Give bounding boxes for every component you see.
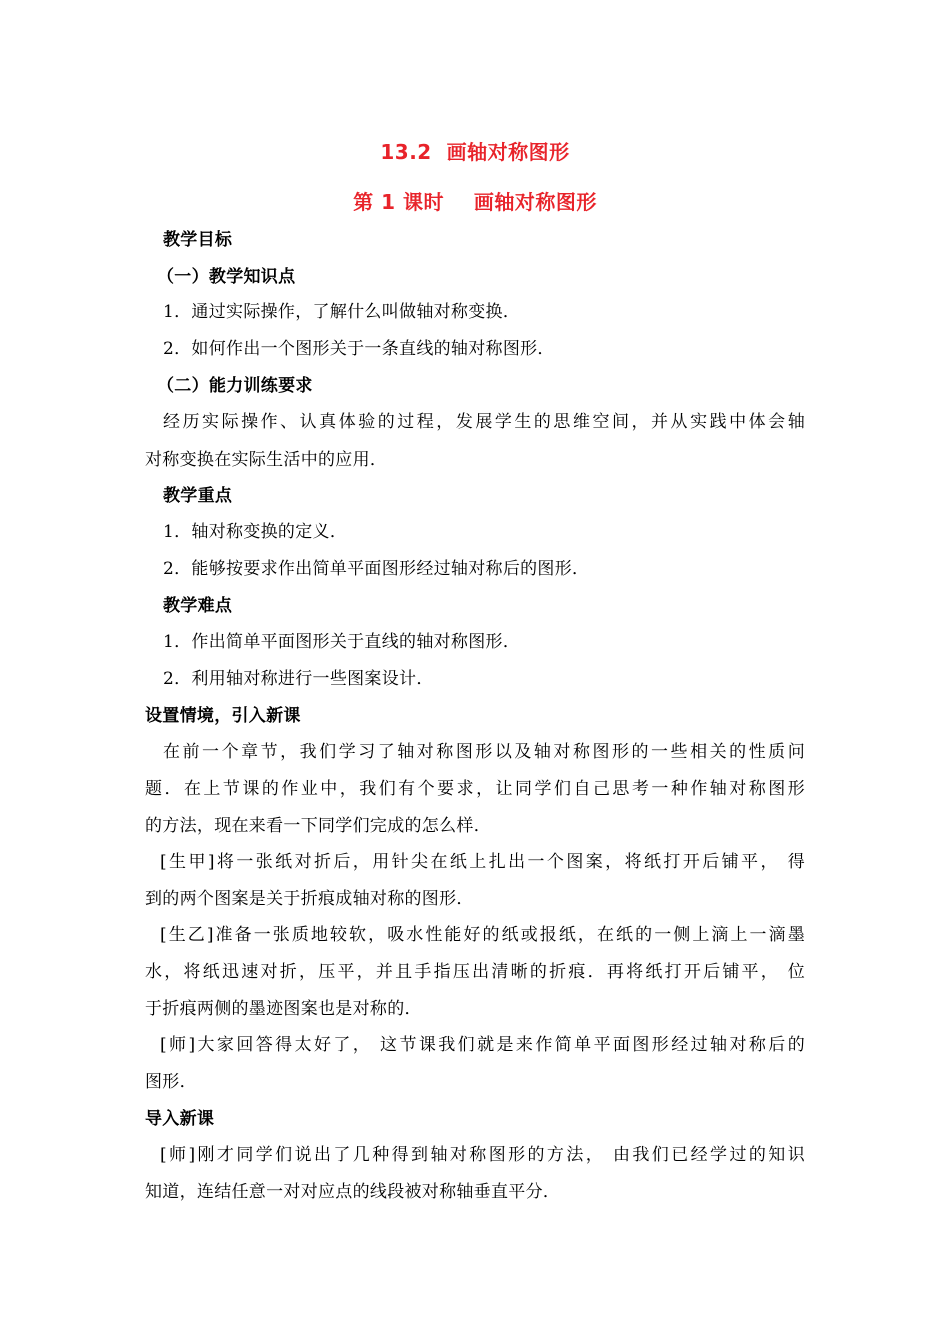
ability-paragraph-line-1: 经历实际操作、认真体验的过程，发展学生的思维空间，并从实践中体会轴 <box>163 412 805 432</box>
intro-paragraph-3-line-1: [生乙]准备一张质地较软，吸水性能好的纸或报纸，在纸的一侧上滴上一滴墨 <box>160 925 805 945</box>
intro-paragraph-1-line-2: 题．在上节课的作业中，我们有个要求，让同学们自己思考一种作轴对称图形 <box>145 779 805 799</box>
lesson-title: 第 1 课时 画轴对称图形 <box>353 190 597 214</box>
ability-heading: （二）能力训练要求 <box>157 376 313 396</box>
intro-paragraph-2-line-2: 到的两个图案是关于折痕成轴对称的图形． <box>145 889 474 909</box>
intro-paragraph-4-line-1: [师]大家回答得太好了， 这节课我们就是来作简单平面图形经过轴对称后的 <box>160 1035 805 1055</box>
document-title: 13.2 画轴对称图形 <box>380 140 570 164</box>
objectives-heading: 教学目标 <box>163 230 233 250</box>
intro-paragraph-2-line-1: [生甲]将一张纸对折后，用针尖在纸上扎出一个图案，将纸打开后铺平， 得 <box>160 852 805 872</box>
intro-heading: 设置情境，引入新课 <box>145 706 301 726</box>
new-lesson-heading: 导入新课 <box>145 1109 215 1129</box>
knowledge-heading: （一）教学知识点 <box>157 267 296 287</box>
difficulty-2: 2．利用轴对称进行一些图案设计． <box>163 669 434 689</box>
intro-paragraph-1-line-3: 的方法，现在来看一下同学们完成的怎么样． <box>145 816 491 836</box>
ability-paragraph-line-2: 对称变换在实际生活中的应用． <box>145 450 388 470</box>
key-points-heading: 教学重点 <box>163 486 233 506</box>
intro-paragraph-3-line-3: 于折痕两侧的墨迹图案也是对称的． <box>145 999 422 1019</box>
intro-paragraph-4-line-2: 图形． <box>145 1072 197 1092</box>
intro-paragraph-3-line-2: 水，将纸迅速对折，压平，并且手指压出清晰的折痕．再将纸打开后铺平， 位 <box>145 962 805 982</box>
new-lesson-paragraph-line-2: 知道，连结任意一对对应点的线段被对称轴垂直平分． <box>145 1182 561 1202</box>
intro-paragraph-1-line-1: 在前一个章节，我们学习了轴对称图形以及轴对称图形的一些相关的性质问 <box>163 742 805 762</box>
difficulty-1: 1．作出简单平面图形关于直线的轴对称图形． <box>163 632 521 652</box>
key-point-2: 2．能够按要求作出简单平面图形经过轴对称后的图形． <box>163 559 590 579</box>
key-point-1: 1．轴对称变换的定义． <box>163 522 348 542</box>
knowledge-item-2: 2．如何作出一个图形关于一条直线的轴对称图形． <box>163 339 555 359</box>
difficulty-heading: 教学难点 <box>163 596 233 616</box>
new-lesson-paragraph-line-1: [师]刚才同学们说出了几种得到轴对称图形的方法， 由我们已经学过的知识 <box>160 1145 805 1165</box>
knowledge-item-1: 1．通过实际操作，了解什么叫做轴对称变换． <box>163 302 521 322</box>
